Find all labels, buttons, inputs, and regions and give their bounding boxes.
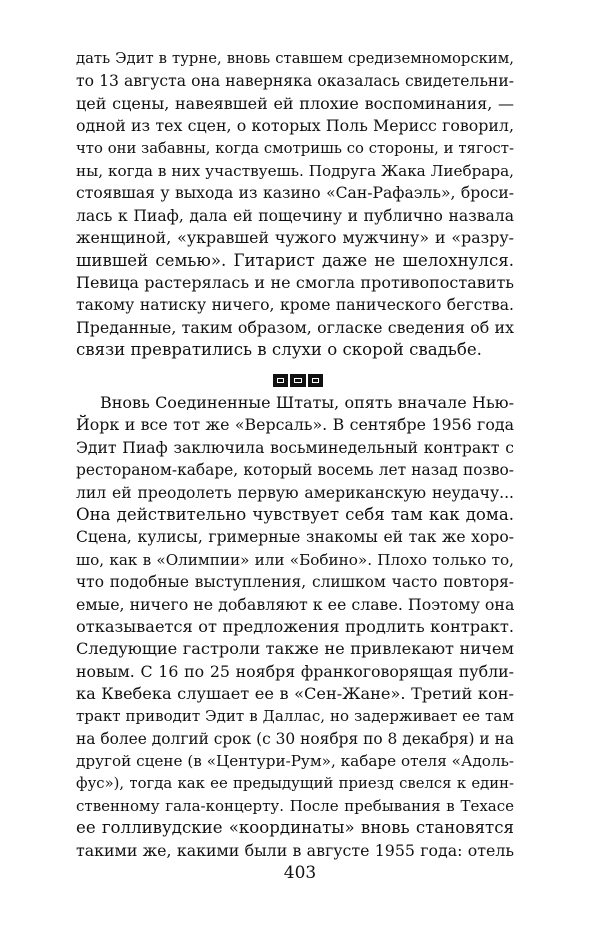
paragraph-2 [76, 392, 514, 862]
text-line: Вновь Соединенные Штаты, опять вначале Нью- [100, 393, 514, 412]
text-line: Йорк и все тот же «Версаль». В сентябре 1956 года [76, 415, 514, 435]
text-line: Певица растерялась и не смогла противопоставить [76, 272, 514, 292]
text-line: тракт приводит Эдит в Даллас, но задерживает ее там [76, 707, 514, 726]
text-line: цей сцены, навеявшей ей плохие воспоминания, — [76, 93, 514, 113]
text-line: шившей семью». Гитарист даже не шелохнулся. [76, 250, 514, 270]
ornament-square [308, 374, 323, 387]
text-line: что они забавны, когда смотришь со стороны, и тягост- [76, 139, 514, 157]
text-line: такому натиску ничего, кроме панического бегства. [76, 296, 514, 315]
text-line: ее голливудские «координаты» вновь становятся [76, 818, 514, 838]
text-line: Она действительно чувствует себя там как дома. [76, 504, 514, 524]
text-line: дать Эдит в турне, вновь ставшем средиземноморским, [76, 50, 514, 67]
text-line: Следующие гастроли также не привлекают ничем [76, 639, 514, 659]
ornament-square [290, 374, 305, 387]
text-line: Сцена, кулисы, гримерные знакомы ей так же хоро- [76, 528, 514, 547]
text-line: то 13 августа она наверняка оказалась свидетельни- [76, 72, 514, 91]
text-line: Преданные, таким образом, огласке сведения об их [76, 317, 514, 337]
text-line: Эдит Пиаф заключила восьминедельный контракт с [76, 438, 514, 457]
ornament-square [273, 374, 288, 387]
text-line: фус»), тогда как ее предыдущий приезд свелся к един- [76, 774, 514, 792]
text-line: рестораном-кабаре, который восемь лет назад позво- [76, 461, 514, 480]
text-line: шо, как в «Олимпии» или «Бобино». Плохо только то, [76, 550, 514, 569]
page-number: 403 [283, 863, 317, 883]
text-line: лась к Пиаф, дала ей пощечину и публично назвала [76, 206, 514, 225]
text-line: отказывается от предложения продлить контракт. [76, 616, 514, 636]
section-break-ornament [273, 374, 323, 387]
text-line: другой сцене (в «Центури-Рум», кабаре отеля «Адоль- [76, 752, 514, 771]
text-line: лил ей преодолеть первую американскую неудачу... [76, 483, 514, 502]
text-line: одной из тех сцен, о которых Поль Мерисс говорил, [76, 116, 514, 136]
text-line: женщиной, «укравшей чужого мужчину» и «разру- [76, 228, 514, 248]
text-line: новым. С 16 по 25 ноября франкоговорящая публи- [76, 661, 514, 681]
text-line: связи превратились в слухи о скорой свадьбе. [76, 340, 482, 360]
text-line: емые, ничего не добавляют к ее славе. Поэтому она [76, 594, 514, 614]
text-line: стоявшая у выхода из казино «Сан-Рафаэль», броси- [76, 184, 514, 203]
text-line: на более долгий срок (с 30 ноября по 8 декабря) и на [76, 729, 514, 748]
paragraph-1 [76, 48, 514, 361]
text-line: ка Квебека слушает ее в «Сен-Жане». Третий кон- [76, 684, 514, 704]
text-line: ны, когда в них участвуешь. Подруга Жака Лиебрара, [76, 161, 514, 180]
text-line: ственному гала-концерту. После пребывания в Техасе [76, 797, 514, 816]
text-line: что подобные выступления, слишком часто повторя- [76, 573, 514, 592]
text-line: такими же, какими были в августе 1955 года: отель [76, 840, 514, 860]
